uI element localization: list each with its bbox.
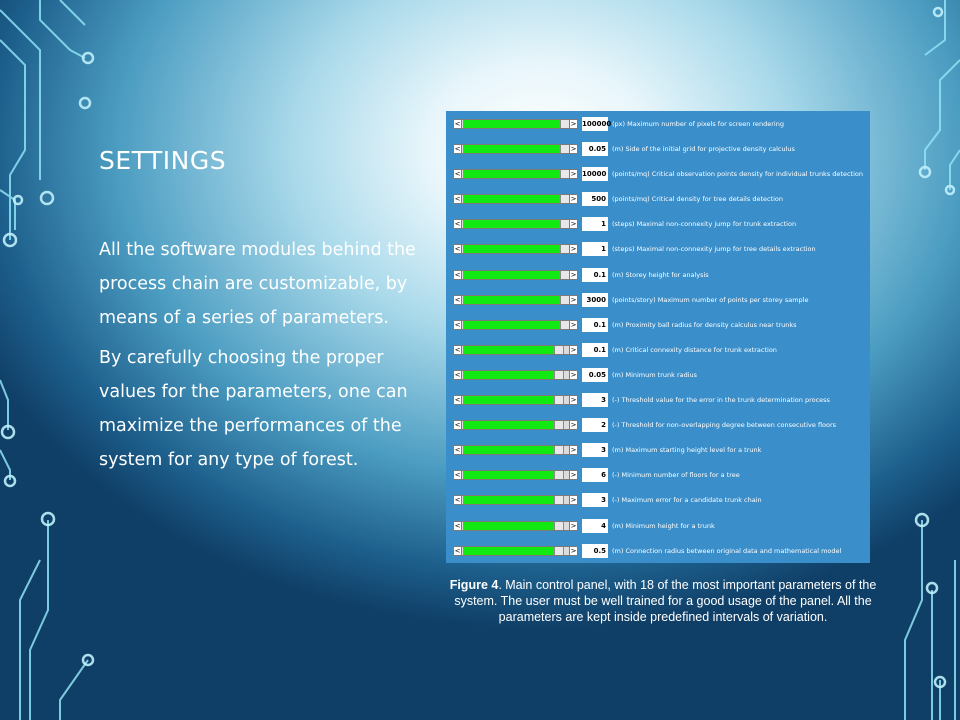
slider-left-arrow-icon[interactable]: < bbox=[454, 320, 461, 329]
slider-fill bbox=[463, 446, 554, 454]
parameter-description: (m) Minimum height for a trunk bbox=[612, 521, 715, 530]
parameter-row bbox=[446, 463, 870, 488]
slider-thumb[interactable] bbox=[554, 371, 564, 379]
slider-left-arrow-icon[interactable]: < bbox=[454, 471, 461, 480]
slider-left-arrow-icon[interactable]: < bbox=[454, 546, 461, 555]
slide-title: SETTINGS bbox=[99, 146, 227, 175]
parameter-row bbox=[446, 388, 870, 413]
slider-right-arrow-icon[interactable]: > bbox=[570, 195, 577, 204]
parameter-slider[interactable] bbox=[453, 219, 578, 229]
parameter-description: (m) Maximum starting height level for a trunk bbox=[612, 446, 762, 455]
slider-fill bbox=[463, 471, 554, 479]
slider-thumb[interactable] bbox=[554, 547, 564, 555]
parameter-description: (m) Side of the initial grid for projective density calculus bbox=[612, 145, 795, 154]
slider-left-arrow-icon[interactable]: < bbox=[454, 195, 461, 204]
parameter-description: (points/mq) Critical observation points density for individual trunks detection bbox=[612, 170, 863, 179]
parameter-description: (m) Connection radius between original data and mathematical model bbox=[612, 546, 842, 555]
parameter-slider[interactable] bbox=[453, 270, 578, 280]
slider-right-arrow-icon[interactable]: > bbox=[570, 270, 577, 279]
parameter-value-field[interactable]: 2 bbox=[582, 418, 608, 432]
slider-right-arrow-icon[interactable]: > bbox=[570, 145, 577, 154]
parameter-slider[interactable] bbox=[453, 144, 578, 154]
parameter-slider[interactable] bbox=[453, 244, 578, 254]
slider-fill bbox=[463, 522, 554, 530]
parameter-slider[interactable] bbox=[453, 420, 578, 430]
slider-fill bbox=[463, 421, 554, 429]
slider-right-arrow-icon[interactable]: > bbox=[570, 345, 577, 354]
parameter-slider[interactable] bbox=[453, 320, 578, 330]
parameter-row bbox=[446, 288, 870, 313]
parameter-row bbox=[446, 438, 870, 463]
parameter-slider[interactable] bbox=[453, 194, 578, 204]
parameter-value-field[interactable]: 1 bbox=[582, 217, 608, 231]
parameter-value-field[interactable]: 3000 bbox=[582, 293, 608, 307]
parameter-value-field[interactable]: 3 bbox=[582, 393, 608, 407]
parameter-value-field[interactable]: 0.05 bbox=[582, 142, 608, 156]
slider-thumb[interactable] bbox=[554, 346, 564, 354]
parameter-value-field[interactable]: 100000 bbox=[582, 117, 608, 131]
control-panel-screenshot bbox=[446, 111, 870, 563]
parameter-value-field[interactable]: 0.1 bbox=[582, 268, 608, 282]
slider-left-arrow-icon[interactable]: < bbox=[454, 245, 461, 254]
slider-left-arrow-icon[interactable]: < bbox=[454, 145, 461, 154]
parameter-row bbox=[446, 237, 870, 262]
parameter-value-field[interactable]: 6 bbox=[582, 468, 608, 482]
slider-right-arrow-icon[interactable]: > bbox=[570, 446, 577, 455]
slider-fill bbox=[463, 396, 554, 404]
parameter-description: (points/story) Maximum number of points per storey sample bbox=[612, 295, 809, 304]
parameter-description: (steps) Maximal non-connexity jump for trunk extraction bbox=[612, 220, 797, 229]
slider-right-arrow-icon[interactable]: > bbox=[570, 170, 577, 179]
parameter-value-field[interactable]: 3 bbox=[582, 493, 608, 507]
slider-right-arrow-icon[interactable]: > bbox=[570, 396, 577, 405]
slider-fill bbox=[463, 547, 554, 555]
slider-right-arrow-icon[interactable]: > bbox=[570, 496, 577, 505]
parameter-description: (-) Threshold value for the error in the trunk determination process bbox=[612, 396, 830, 405]
parameter-slider[interactable] bbox=[453, 470, 578, 480]
slider-right-arrow-icon[interactable]: > bbox=[570, 320, 577, 329]
parameter-slider[interactable] bbox=[453, 521, 578, 531]
slider-left-arrow-icon[interactable]: < bbox=[454, 446, 461, 455]
slider-thumb[interactable] bbox=[554, 421, 564, 429]
slider-left-arrow-icon[interactable]: < bbox=[454, 396, 461, 405]
caption-label: Figure 4 bbox=[449, 578, 499, 592]
slide-body bbox=[99, 233, 419, 483]
parameter-slider[interactable] bbox=[453, 546, 578, 556]
slider-right-arrow-icon[interactable]: > bbox=[570, 521, 577, 530]
slider-right-arrow-icon[interactable]: > bbox=[570, 370, 577, 379]
slider-left-arrow-icon[interactable]: < bbox=[454, 345, 461, 354]
slider-fill bbox=[463, 195, 560, 203]
slider-thumb[interactable] bbox=[554, 396, 564, 404]
parameter-row bbox=[446, 363, 870, 388]
parameter-row bbox=[446, 338, 870, 363]
parameter-row bbox=[446, 162, 870, 187]
slider-left-arrow-icon[interactable]: < bbox=[454, 370, 461, 379]
parameter-description: (points/mq) Critical density for tree details detection bbox=[612, 195, 784, 204]
slider-right-arrow-icon[interactable]: > bbox=[570, 220, 577, 229]
parameter-value-field[interactable]: 0.05 bbox=[582, 368, 608, 382]
parameter-description: (steps) Maximal non-connexity jump for tree details extraction bbox=[612, 245, 816, 254]
parameter-row bbox=[446, 212, 870, 237]
parameter-slider[interactable] bbox=[453, 445, 578, 455]
body-paragraph-1: All the software modules behind the process chain are customizable, by means of a series of parameters. bbox=[99, 240, 416, 328]
slider-left-arrow-icon[interactable]: < bbox=[454, 421, 461, 430]
parameter-value-field[interactable]: 4 bbox=[582, 519, 608, 533]
slider-fill bbox=[463, 371, 554, 379]
slider-fill bbox=[463, 296, 560, 304]
parameter-description: (m) Minimum trunk radius bbox=[612, 370, 698, 379]
slider-thumb[interactable] bbox=[554, 446, 564, 454]
slider-right-arrow-icon[interactable]: > bbox=[570, 421, 577, 430]
parameter-description: (m) Critical connexity distance for trunk extraction bbox=[612, 345, 777, 354]
slider-right-arrow-icon[interactable]: > bbox=[570, 471, 577, 480]
parameter-value-field[interactable]: 3 bbox=[582, 443, 608, 457]
slider-fill bbox=[463, 245, 560, 253]
slider-fill bbox=[463, 346, 554, 354]
slider-left-arrow-icon[interactable]: < bbox=[454, 496, 461, 505]
parameter-slider[interactable] bbox=[453, 370, 578, 380]
parameter-row bbox=[446, 187, 870, 212]
slider-fill bbox=[463, 220, 560, 228]
parameter-slider[interactable] bbox=[453, 119, 578, 129]
slider-right-arrow-icon[interactable]: > bbox=[570, 295, 577, 304]
parameter-description: (-) Minimum number of floors for a tree bbox=[612, 471, 740, 480]
parameter-slider[interactable] bbox=[453, 295, 578, 305]
slider-left-arrow-icon[interactable]: < bbox=[454, 170, 461, 179]
parameter-slider[interactable] bbox=[453, 495, 578, 505]
parameter-description: (m) Storey height for analysis bbox=[612, 270, 709, 279]
slider-fill bbox=[463, 145, 560, 153]
parameter-row bbox=[446, 137, 870, 162]
slider-fill bbox=[463, 321, 560, 329]
parameter-slider[interactable] bbox=[453, 345, 578, 355]
slider-thumb[interactable] bbox=[554, 471, 564, 479]
slider-fill bbox=[463, 271, 560, 279]
slider-left-arrow-icon[interactable]: < bbox=[454, 120, 461, 128]
slider-fill bbox=[463, 496, 554, 504]
parameter-row bbox=[446, 112, 870, 137]
parameter-description: (m) Proximity ball radius for density calculus near trunks bbox=[612, 320, 797, 329]
slider-left-arrow-icon[interactable]: < bbox=[454, 220, 461, 229]
parameter-description: (px) Maximum number of pixels for screen rendering bbox=[612, 120, 784, 128]
figure-caption bbox=[432, 577, 894, 625]
slider-left-arrow-icon[interactable]: < bbox=[454, 295, 461, 304]
slider-thumb[interactable] bbox=[554, 522, 564, 530]
parameter-value-field[interactable]: 0.5 bbox=[582, 544, 608, 558]
parameter-value-field[interactable]: 500 bbox=[582, 192, 608, 206]
parameter-row bbox=[446, 413, 870, 438]
slider-left-arrow-icon[interactable]: < bbox=[454, 270, 461, 279]
slider-fill bbox=[463, 170, 560, 178]
parameter-value-field[interactable]: 10000 bbox=[582, 167, 608, 181]
slider-thumb[interactable] bbox=[554, 496, 564, 504]
parameter-slider[interactable] bbox=[453, 169, 578, 179]
parameter-value-field[interactable]: 0.1 bbox=[582, 318, 608, 332]
slider-left-arrow-icon[interactable]: < bbox=[454, 521, 461, 530]
parameter-row bbox=[446, 263, 870, 288]
parameter-row bbox=[446, 488, 870, 513]
caption-text: . Main control panel, with 18 of the most important parameters of the system. The user must be well trained for a good usage of the panel. All the parameters are kept inside predefined intervals of variation. bbox=[454, 578, 877, 624]
parameter-slider[interactable] bbox=[453, 395, 578, 405]
slider-right-arrow-icon[interactable]: > bbox=[570, 245, 577, 254]
parameter-value-field[interactable]: 0.1 bbox=[582, 343, 608, 357]
slider-right-arrow-icon[interactable]: > bbox=[570, 120, 577, 128]
parameter-value-field[interactable]: 1 bbox=[582, 242, 608, 256]
parameter-row bbox=[446, 514, 870, 539]
slider-right-arrow-icon[interactable]: > bbox=[570, 546, 577, 555]
parameter-row bbox=[446, 313, 870, 338]
parameter-description: (-) Threshold for non-overlapping degree between consecutive floors bbox=[612, 421, 837, 430]
parameter-row bbox=[446, 539, 870, 564]
slider-fill bbox=[463, 120, 560, 128]
parameter-description: (-) Maximum error for a candidate trunk chain bbox=[612, 496, 762, 505]
body-paragraph-2: By carefully choosing the proper values for the parameters, one can maximize the performances of the system for any type of forest. bbox=[99, 348, 408, 470]
